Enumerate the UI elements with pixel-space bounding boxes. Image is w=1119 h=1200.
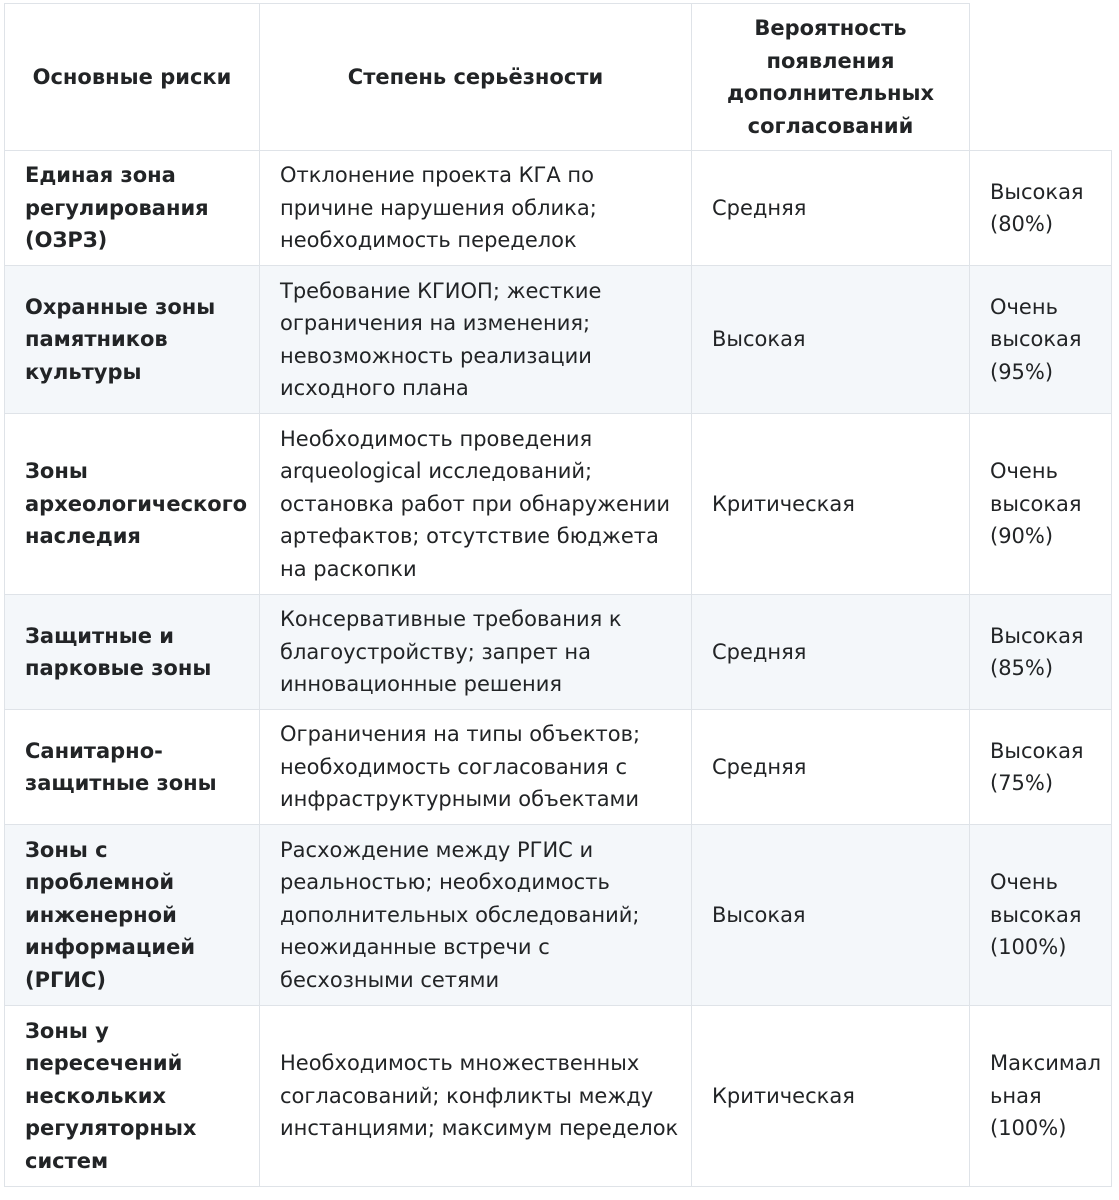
severity-cell: Высокая bbox=[692, 266, 970, 414]
severity-cell: Критическая bbox=[692, 1006, 970, 1187]
risk-table-container bbox=[4, 3, 1111, 1187]
probability-cell: Очень высокая (90%) bbox=[970, 414, 1112, 595]
table-row bbox=[5, 1006, 1112, 1187]
zone-cell: Зоны археологического наследия bbox=[5, 414, 260, 595]
description-cell: Расхождение между РГИС и реальностью; необходимость дополнительных обследований; неожиданные встречи с бесхозными сетями bbox=[260, 825, 692, 1006]
zone-cell: Санитарно-защитные зоны bbox=[5, 710, 260, 825]
probability-cell: Очень высокая (95%) bbox=[970, 266, 1112, 414]
probability-cell: Высокая (80%) bbox=[970, 151, 1112, 266]
header-severity: Степень серьёзности bbox=[260, 4, 692, 151]
probability-cell: Высокая (75%) bbox=[970, 710, 1112, 825]
zone-cell: Зоны у пересечений нескольких регуляторных систем bbox=[5, 1006, 260, 1187]
risk-table bbox=[4, 3, 1112, 1187]
probability-cell: Очень высокая (100%) bbox=[970, 825, 1112, 1006]
table-header-row bbox=[5, 4, 1112, 151]
table-row bbox=[5, 266, 1112, 414]
severity-cell: Средняя bbox=[692, 151, 970, 266]
table-row bbox=[5, 825, 1112, 1006]
severity-cell: Средняя bbox=[692, 710, 970, 825]
zone-cell: Охранные зоны памятников культуры bbox=[5, 266, 260, 414]
description-cell: Консервативные требования к благоустройству; запрет на инновационные решения bbox=[260, 595, 692, 710]
zone-cell: Защитные и парковые зоны bbox=[5, 595, 260, 710]
description-cell: Требование КГИОП; жесткие ограничения на изменения; невозможность реализации исходного плана bbox=[260, 266, 692, 414]
description-cell: Отклонение проекта КГА по причине нарушения облика; необходимость переделок bbox=[260, 151, 692, 266]
table-row bbox=[5, 151, 1112, 266]
description-cell: Ограничения на типы объектов; необходимость согласования с инфраструктурными объектами bbox=[260, 710, 692, 825]
severity-cell: Высокая bbox=[692, 825, 970, 1006]
severity-cell: Средняя bbox=[692, 595, 970, 710]
zone-cell: Единая зона регулирования (ОЗРЗ) bbox=[5, 151, 260, 266]
header-probability: Вероятность появления дополнительных согласований bbox=[692, 4, 970, 151]
description-cell: Необходимость проведения arqueological исследований; остановка работ при обнаружении артефактов; отсутствие бюджета на раскопки bbox=[260, 414, 692, 595]
zone-cell: Зоны с проблемной инженерной информацией (РГИС) bbox=[5, 825, 260, 1006]
table-row bbox=[5, 414, 1112, 595]
table-row bbox=[5, 710, 1112, 825]
probability-cell: Максимальная (100%) bbox=[970, 1006, 1112, 1187]
header-risk: Основные риски bbox=[5, 4, 260, 151]
description-cell: Необходимость множественных согласований; конфликты между инстанциями; максимум переделок bbox=[260, 1006, 692, 1187]
header-empty bbox=[970, 4, 1112, 151]
severity-cell: Критическая bbox=[692, 414, 970, 595]
table-row bbox=[5, 595, 1112, 710]
probability-cell: Высокая (85%) bbox=[970, 595, 1112, 710]
